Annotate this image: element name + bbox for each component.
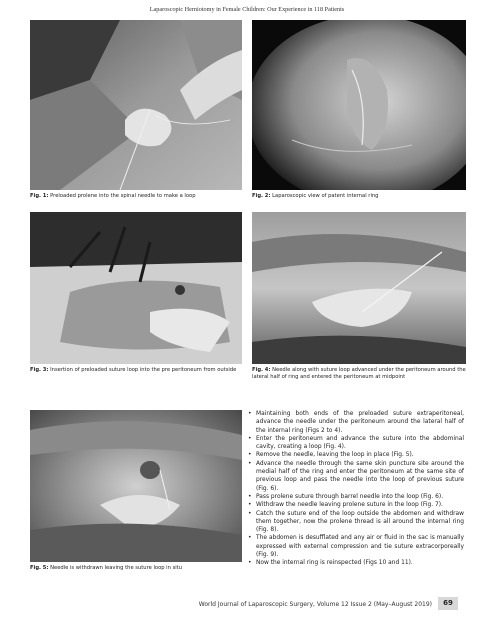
figure-caption-text: Laparoscopic view of patent internal ring	[270, 193, 379, 199]
list-item: • Maintaining both ends of the preloaded suture extraperitoneal, advance the needle under the peritoneum around the lateral half of the internal ring (Figs 2 to 4).	[248, 410, 464, 435]
figure-label: Fig. 1:	[30, 193, 49, 199]
list-item: • Remove the needle, leaving the loop in place (Fig. 5).	[248, 451, 464, 459]
page-number: 69	[438, 597, 458, 610]
figure-label: Fig. 4:	[252, 367, 271, 373]
figure-caption-text: Preloaded prolene into the spinal needle to make a loop	[48, 193, 196, 199]
figure-caption-text: Needle is withdrawn leaving the suture loop in situ	[48, 565, 183, 571]
list-item: • Advance the needle through the same skin puncture site around the medial half of the ring and enter the peritoneum at the same site of previous loop and pass the needle into the loop of previous suture (Fig. 6).	[248, 460, 464, 493]
figure-label: Fig. 2:	[252, 193, 271, 199]
figure-1-image	[30, 20, 242, 190]
figure-label: Fig. 3:	[30, 367, 49, 373]
figure-5-image	[30, 410, 242, 562]
figure-2-image	[252, 20, 466, 190]
figure-3-image	[30, 212, 242, 364]
figure-2-caption	[252, 193, 466, 200]
list-item: • Now the internal ring is reinspected (Figs 10 and 11).	[248, 559, 464, 567]
list-item: • The abdomen is desufflated and any air or fluid in the sac is manually expressed with external compression and tie suture extracorporeally (Fig. 9).	[248, 534, 464, 559]
running-title: Laparoscopic Herniotomy in Female Children: Our Experience in 118 Patients	[149, 6, 345, 13]
list-item: • Enter the peritoneum and advance the suture into the abdominal cavity, creating a loop (Fig. 4).	[248, 435, 464, 452]
figure-caption-text: Needle along with suture loop advanced under the peritoneum around the lateral half of ring and entered the peritoneum at midpoint	[252, 367, 466, 380]
list-item: • Withdraw the needle leaving prolene suture in the loop (Fig. 7).	[248, 501, 464, 509]
figure-4-image	[252, 212, 466, 364]
journal-footer: World Journal of Laparoscopic Surgery, Volume 12 Issue 2 (May–August 2019)	[198, 601, 432, 608]
figure-3-caption	[30, 367, 242, 374]
list-item: • Pass prolene suture through barrel needle into the loop (Fig. 6).	[248, 493, 464, 501]
figure-caption-text: Insertion of preloaded suture loop into the pre peritoneum from outside	[48, 367, 237, 373]
figure-5-caption	[30, 565, 242, 572]
procedure-steps-list	[248, 410, 464, 568]
figure-label: Fig. 5:	[30, 565, 49, 571]
list-item: • Catch the suture end of the loop outside the abdomen and withdraw them together, now the prolene thread is all around the internal ring (Fig. 8).	[248, 510, 464, 535]
figure-4-caption	[252, 367, 466, 381]
figure-1-caption	[30, 193, 242, 200]
